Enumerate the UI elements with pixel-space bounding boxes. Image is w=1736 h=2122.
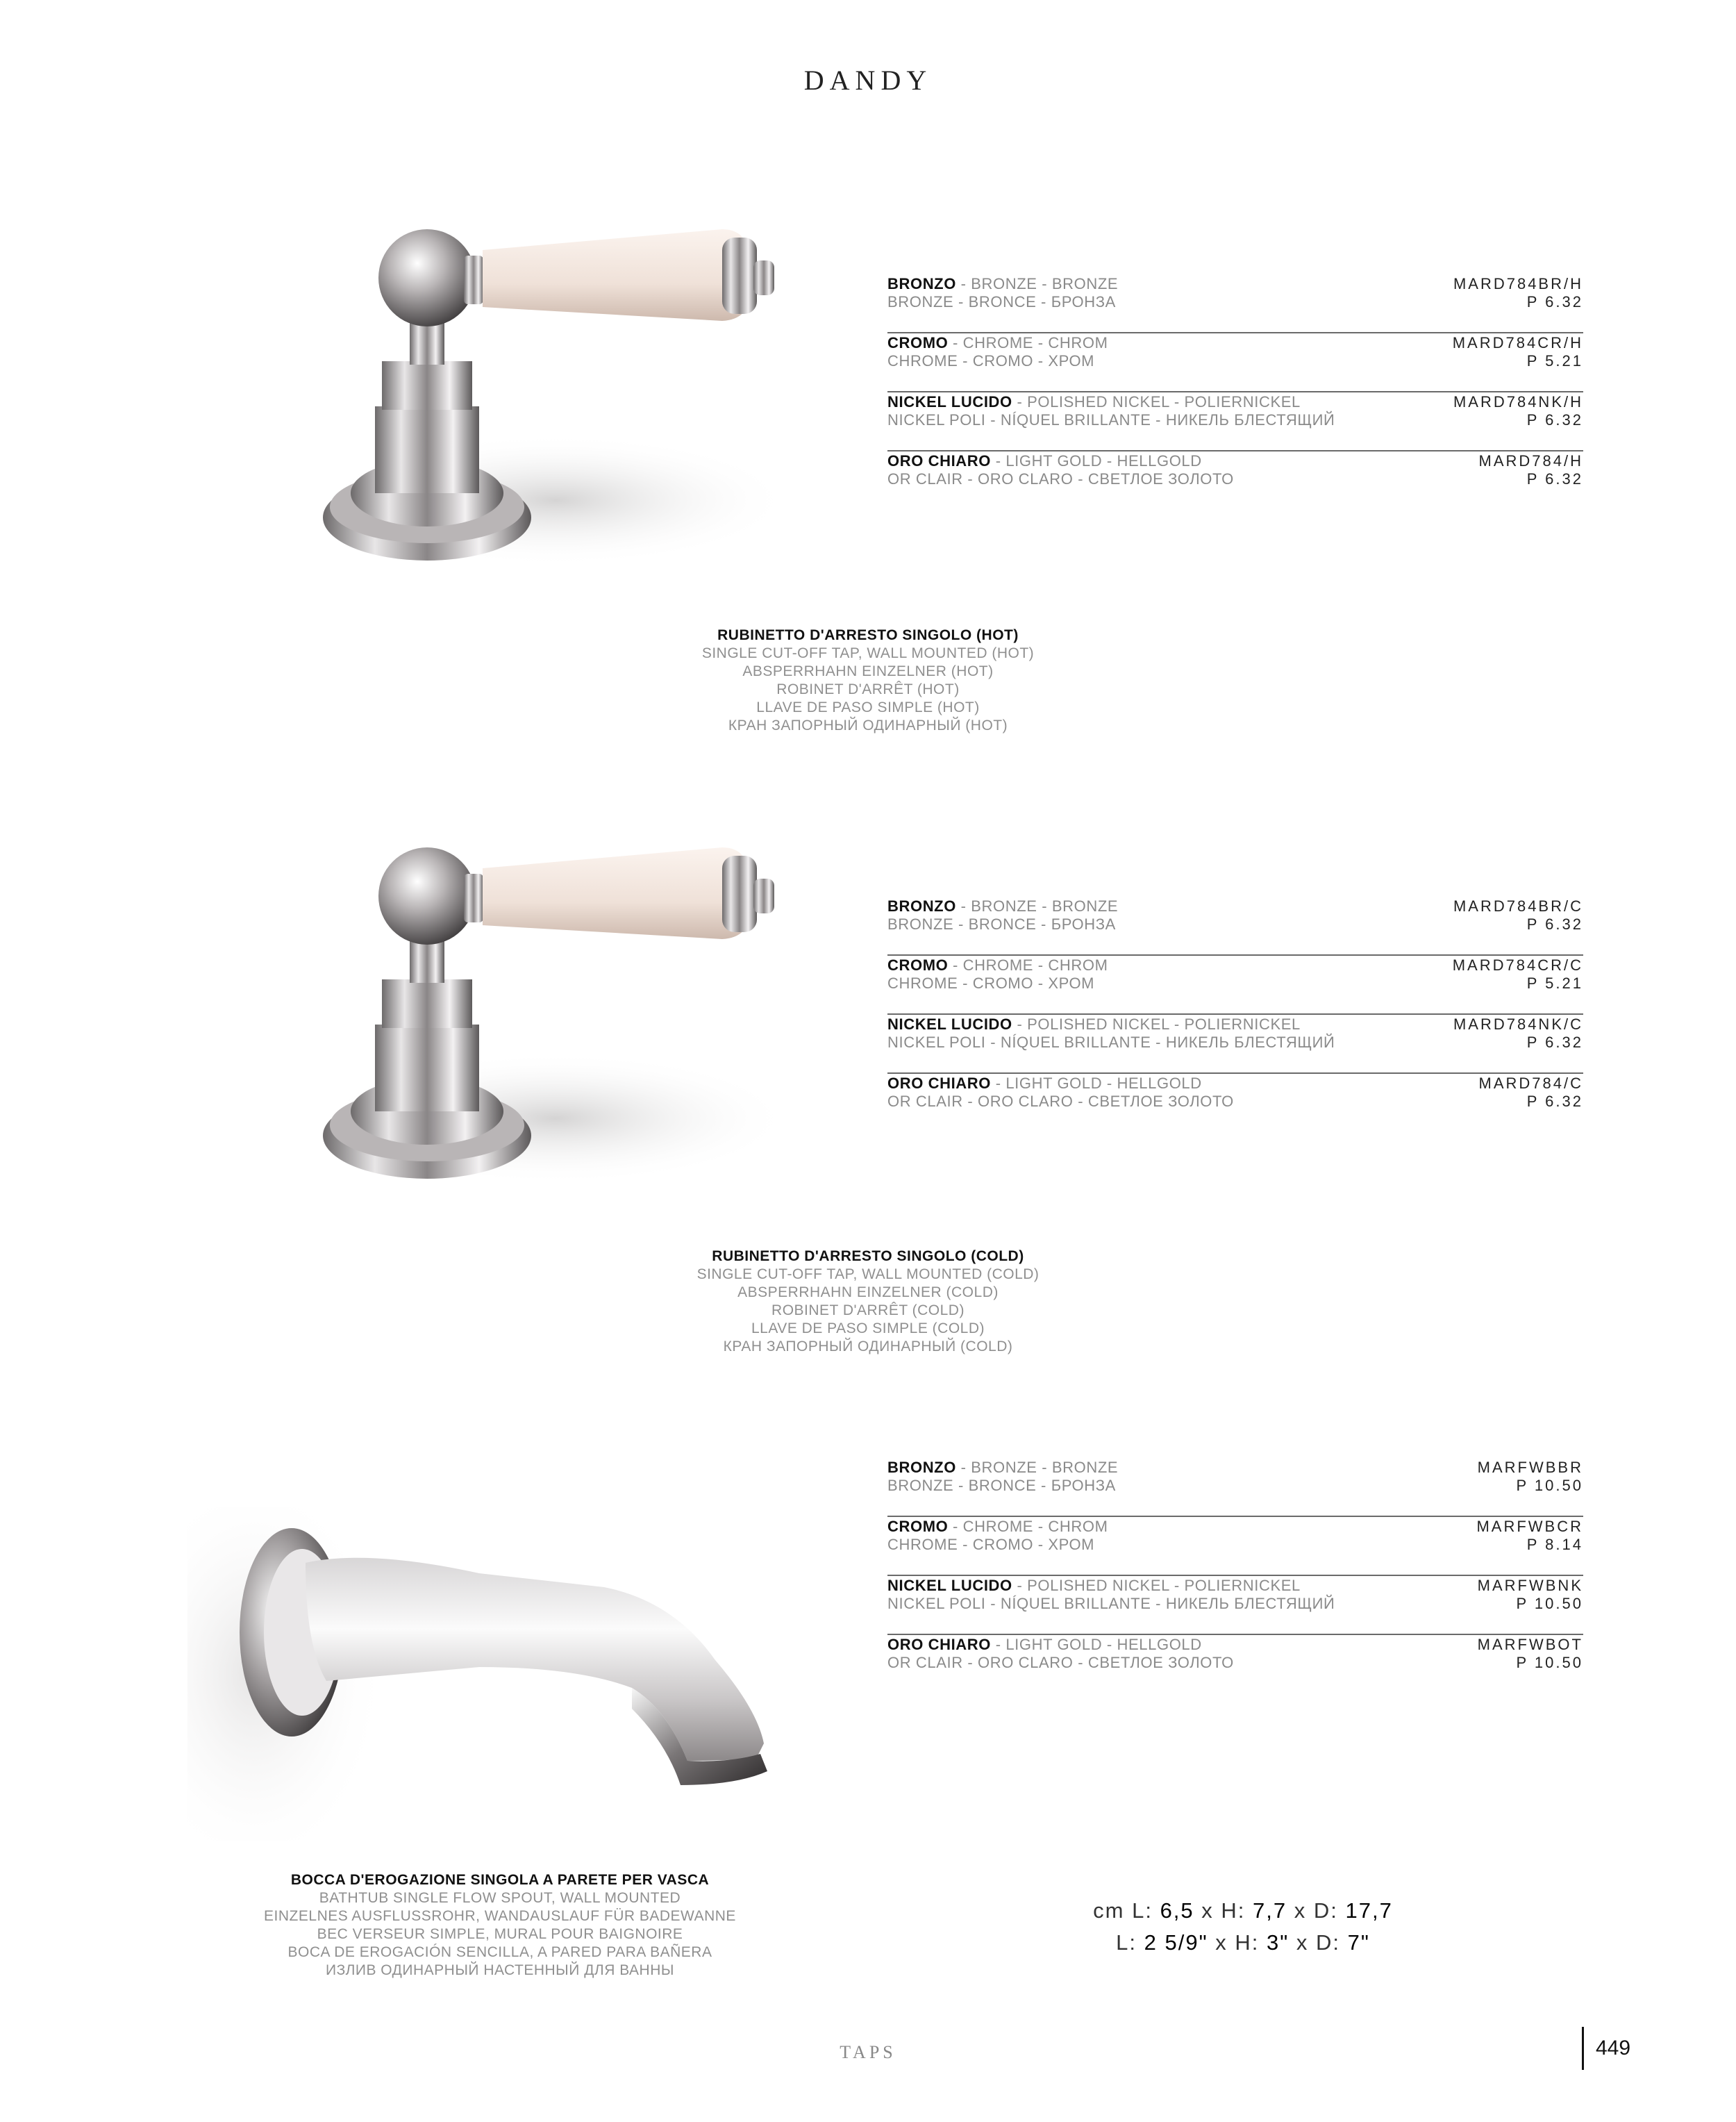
product-code: MARD784/H bbox=[1478, 452, 1583, 470]
caption-line: SINGLE CUT-OFF TAP, WALL MOUNTED (COLD) bbox=[696, 1266, 1040, 1282]
product-code: MARFWBNK bbox=[1477, 1577, 1583, 1594]
product-price: P 6.32 bbox=[1526, 915, 1583, 933]
product-price: P 8.14 bbox=[1526, 1536, 1583, 1553]
finish-translations-2: OR CLAIR - ORO CLARO - СВЕТЛОЕ ЗОЛОТО bbox=[887, 1654, 1234, 1671]
depth-metric: 17,7 bbox=[1345, 1898, 1393, 1923]
caption-line: ROBINET D'ARRÊT (HOT) bbox=[776, 681, 960, 697]
finish-name: NICKEL LUCIDO bbox=[887, 393, 1012, 411]
times-sign: x bbox=[1201, 1898, 1214, 1923]
finish-name: ORO CHIARO bbox=[887, 1636, 991, 1653]
finish-translations-2: NICKEL POLI - NÍQUEL BRILLANTE - НИКЕЛЬ БЛЕСТЯЩИЙ bbox=[887, 1034, 1335, 1051]
finish-table-cold bbox=[887, 897, 1583, 1134]
finish-row bbox=[887, 393, 1583, 451]
caption-line: EINZELNES AUSFLUSSROHR, WANDAUSLAUF FÜR BADEWANNE bbox=[264, 1908, 736, 1924]
length-imperial: 2 5/9" bbox=[1144, 1930, 1208, 1955]
times-sign: x bbox=[1296, 1930, 1309, 1955]
finish-name: CROMO bbox=[887, 1518, 949, 1535]
height-metric: 7,7 bbox=[1253, 1898, 1287, 1923]
depth-imperial: 7" bbox=[1347, 1930, 1370, 1955]
times-sign: x bbox=[1215, 1930, 1228, 1955]
finish-translations: - LIGHT GOLD - HELLGOLD bbox=[991, 452, 1202, 470]
caption-line: BATHTUB SINGLE FLOW SPOUT, WALL MOUNTED bbox=[319, 1890, 681, 1906]
caption-title: RUBINETTO D'ARRESTO SINGOLO (COLD) bbox=[712, 1248, 1024, 1264]
single-lever-tap-cold-image bbox=[306, 820, 806, 1195]
brand-title: DANDY bbox=[803, 65, 933, 96]
depth-label: D: bbox=[1313, 1898, 1338, 1923]
finish-row bbox=[887, 452, 1583, 511]
page-number-divider bbox=[1582, 2027, 1584, 2070]
finish-translations-2: BRONZE - BRONCE - БРОНЗА bbox=[887, 915, 1116, 933]
finish-translations-2: BRONZE - BRONCE - БРОНЗА bbox=[887, 293, 1116, 310]
finish-name: NICKEL LUCIDO bbox=[887, 1016, 1012, 1033]
finish-row bbox=[887, 1518, 1583, 1576]
finish-row bbox=[887, 1636, 1583, 1694]
single-lever-tap-hot-image bbox=[306, 201, 806, 577]
caption-line: ROBINET D'ARRÊT (COLD) bbox=[771, 1302, 965, 1318]
product-price: P 10.50 bbox=[1516, 1595, 1583, 1612]
finish-translations: - LIGHT GOLD - HELLGOLD bbox=[991, 1636, 1202, 1653]
caption-line: SINGLE CUT-OFF TAP, WALL MOUNTED (HOT) bbox=[701, 645, 1035, 661]
product-price: P 10.50 bbox=[1516, 1477, 1583, 1494]
product-price: P 6.32 bbox=[1526, 1034, 1583, 1051]
product-code: MARFWBOT bbox=[1477, 1636, 1583, 1653]
finish-translations-2: CHROME - CROMO - ХРОМ bbox=[887, 352, 1095, 370]
finish-name: BRONZO bbox=[887, 1459, 956, 1476]
product-code: MARD784NK/C bbox=[1453, 1016, 1583, 1033]
finish-translations: - LIGHT GOLD - HELLGOLD bbox=[991, 1075, 1202, 1092]
finish-translations-2: NICKEL POLI - NÍQUEL BRILLANTE - НИКЕЛЬ БЛЕСТЯЩИЙ bbox=[887, 1595, 1335, 1612]
product-code: MARFWBBR bbox=[1477, 1459, 1583, 1476]
product-price: P 5.21 bbox=[1526, 975, 1583, 992]
finish-translations: - POLISHED NICKEL - POLIERNICKEL bbox=[1012, 1577, 1301, 1594]
product-code: MARD784/C bbox=[1478, 1075, 1583, 1092]
caption-line: BOCA DE EROGACIÓN SENCILLA, A PARED PARA BAÑERA bbox=[287, 1944, 712, 1960]
product-price: P 10.50 bbox=[1516, 1654, 1583, 1671]
caption-line: ИЗЛИВ ОДИНАРНЫЙ НАСТЕННЫЙ ДЛЯ ВАННЫ bbox=[326, 1962, 674, 1978]
caption-line: КРАН ЗАПОРНЫЙ ОДИНАРНЫЙ (HOT) bbox=[728, 718, 1008, 733]
finish-translations: - BRONZE - BRONZE bbox=[955, 897, 1119, 915]
height-label: H: bbox=[1221, 1898, 1246, 1923]
finish-name: BRONZO bbox=[887, 275, 956, 292]
product-price: P 6.32 bbox=[1526, 293, 1583, 310]
finish-row bbox=[887, 1016, 1583, 1074]
product-price: P 6.32 bbox=[1526, 470, 1583, 488]
finish-translations-2: OR CLAIR - ORO CLARO - СВЕТЛОЕ ЗОЛОТО bbox=[887, 470, 1234, 488]
finish-translations-2: BRONZE - BRONCE - БРОНЗА bbox=[887, 1477, 1116, 1494]
product-code: MARD784CR/H bbox=[1452, 334, 1583, 351]
dimensions-imperial bbox=[1000, 1927, 1486, 1959]
page-number: 449 bbox=[1596, 2037, 1631, 2059]
finish-translations-2: OR CLAIR - ORO CLARO - СВЕТЛОЕ ЗОЛОТО bbox=[887, 1093, 1234, 1110]
finish-translations: - BRONZE - BRONZE bbox=[955, 1459, 1119, 1476]
finish-row bbox=[887, 1459, 1583, 1517]
footer-section-label: TAPS bbox=[840, 2042, 896, 2062]
finish-row bbox=[887, 1075, 1583, 1133]
finish-name: ORO CHIARO bbox=[887, 1075, 991, 1092]
finish-translations-2: NICKEL POLI - NÍQUEL BRILLANTE - НИКЕЛЬ БЛЕСТЯЩИЙ bbox=[887, 411, 1335, 429]
finish-translations: - CHROME - CHROM bbox=[948, 334, 1108, 351]
product-code: MARD784BR/H bbox=[1453, 275, 1583, 292]
product-caption-spout bbox=[187, 1871, 812, 1980]
caption-title: RUBINETTO D'ARRESTO SINGOLO (HOT) bbox=[717, 627, 1019, 643]
product-code: MARD784CR/C bbox=[1452, 956, 1583, 974]
product-price: P 5.21 bbox=[1526, 352, 1583, 370]
caption-title: BOCCA D'EROGAZIONE SINGOLA A PARETE PER VASCA bbox=[290, 1872, 710, 1888]
finish-table-spout bbox=[887, 1459, 1583, 1695]
product-code: MARD784NK/H bbox=[1453, 393, 1583, 411]
height-label: H: bbox=[1235, 1930, 1260, 1955]
height-imperial: 3" bbox=[1266, 1930, 1290, 1955]
finish-name: CROMO bbox=[887, 956, 949, 974]
finish-row bbox=[887, 275, 1583, 333]
dimensions-metric bbox=[1000, 1895, 1486, 1927]
finish-name: ORO CHIARO bbox=[887, 452, 991, 470]
caption-line: ABSPERRHAHN EINZELNER (COLD) bbox=[737, 1284, 999, 1300]
caption-line: ABSPERRHAHN EINZELNER (HOT) bbox=[742, 663, 994, 679]
bath-spout-image bbox=[187, 1479, 812, 1855]
finish-name: NICKEL LUCIDO bbox=[887, 1577, 1012, 1594]
metric-unit: cm bbox=[1093, 1898, 1125, 1923]
depth-label: D: bbox=[1315, 1930, 1340, 1955]
finish-translations: - BRONZE - BRONZE bbox=[955, 275, 1119, 292]
product-code: MARFWBCR bbox=[1476, 1518, 1583, 1535]
caption-line: LLAVE DE PASO SIMPLE (HOT) bbox=[756, 699, 980, 715]
finish-translations-2: CHROME - CROMO - ХРОМ bbox=[887, 975, 1095, 992]
product-code: MARD784BR/C bbox=[1453, 897, 1583, 915]
finish-translations: - POLISHED NICKEL - POLIERNICKEL bbox=[1012, 1016, 1301, 1033]
length-metric: 6,5 bbox=[1160, 1898, 1194, 1923]
finish-name: CROMO bbox=[887, 334, 949, 351]
caption-line: BEC VERSEUR SIMPLE, MURAL POUR BAIGNOIRE bbox=[317, 1926, 683, 1942]
finish-translations: - POLISHED NICKEL - POLIERNICKEL bbox=[1012, 393, 1301, 411]
caption-line: LLAVE DE PASO SIMPLE (COLD) bbox=[751, 1320, 985, 1336]
finish-translations-2: CHROME - CROMO - ХРОМ bbox=[887, 1536, 1095, 1553]
finish-row bbox=[887, 334, 1583, 392]
product-caption-cold bbox=[611, 1247, 1125, 1356]
length-label: L: bbox=[1132, 1898, 1153, 1923]
finish-row bbox=[887, 956, 1583, 1015]
product-price: P 6.32 bbox=[1526, 411, 1583, 429]
product-caption-hot bbox=[611, 627, 1125, 735]
length-label: L: bbox=[1116, 1930, 1137, 1955]
finish-translations: - CHROME - CHROM bbox=[948, 1518, 1108, 1535]
finish-table-hot bbox=[887, 275, 1583, 511]
product-dimensions bbox=[1000, 1895, 1486, 1959]
finish-translations: - CHROME - CHROM bbox=[948, 956, 1108, 974]
times-sign: x bbox=[1294, 1898, 1307, 1923]
caption-line: КРАН ЗАПОРНЫЙ ОДИНАРНЫЙ (COLD) bbox=[723, 1338, 1013, 1354]
finish-name: BRONZO bbox=[887, 897, 956, 915]
product-price: P 6.32 bbox=[1526, 1093, 1583, 1110]
finish-row bbox=[887, 897, 1583, 956]
finish-row bbox=[887, 1577, 1583, 1635]
